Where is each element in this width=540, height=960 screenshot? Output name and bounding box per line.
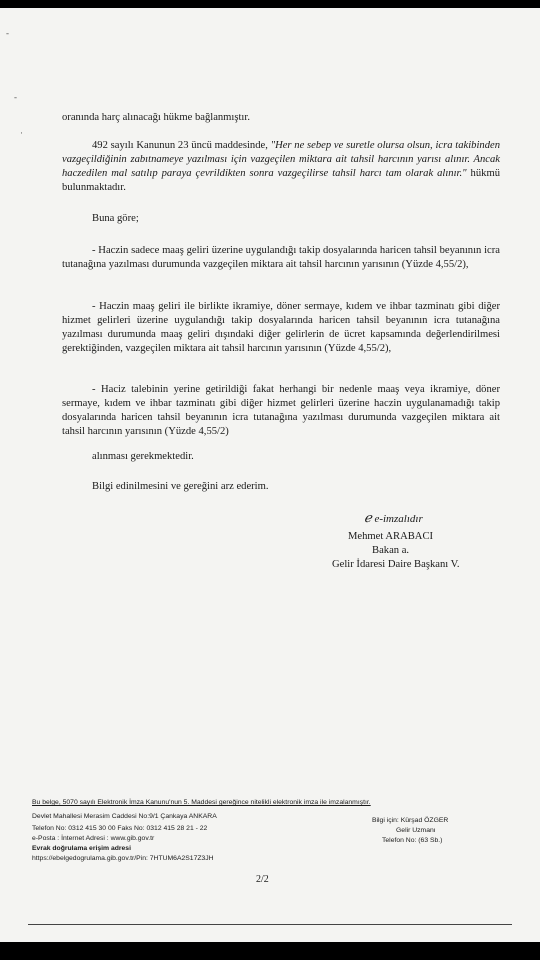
footer-web: e-Posta : İnternet Adresi : www.gib.gov.tr — [32, 835, 155, 842]
paragraph-2 — [62, 139, 500, 195]
footer-esign-notice: Bu belge, 5070 sayılı Elektronik İmza Kanunu'nun 5. Maddesi gereğince nitelikli elektronik imza ile imzalanmıştır. — [32, 799, 371, 806]
footer-contact-title: Gelir Uzmanı — [396, 827, 436, 834]
footer-address: Devlet Mahallesi Merasim Caddesi No:9/1 Çankaya ANKARA — [32, 813, 217, 820]
paragraph-1: oranında harç alınacağı hükme bağlanmıştır. — [62, 112, 250, 123]
bottom-rule — [28, 924, 512, 925]
footer-phone: Telefon No: 0312 415 30 00 Faks No: 0312 415 28 21 - 22 — [32, 825, 208, 832]
margin-mark: - — [14, 92, 17, 102]
paragraph-2-end: hükmü bulunmaktadır. — [62, 168, 500, 193]
document-page — [0, 8, 540, 942]
signer-title: Bakan a. — [372, 545, 410, 556]
paragraph-6: - Haciz talebinin yerine getirildiği fakat herhangi bir nedenle maaş veya ikramiye, döner sermaye, kıdem ve ihbar tazminatı gibi diğer hizmet gelirleri üzerine haczin uygulanamadığı takip dosyalarında haricen tahsil beyanının icra tutanağına yazılması durumunda vazgeçilen miktara ait tahsil harcının yarısının (Yüzde 4,55/2) — [62, 384, 500, 437]
paragraph-8: Bilgi edinilmesini ve gereğini arz ederim. — [92, 481, 269, 492]
paragraph-5: - Haczin maaş geliri ile birlikte ikramiye, döner sermaye, kıdem ve ihbar tazminatı gibi diğer hizmet gelirleri üzerine uygulandığı takip dosyalarında haricen tahsil beyanının icra tutanağına yazılması durumunda maaş geliri dışındaki diğer gelirlerin de ücret kapsamında değerlendirilmesi gerektiğinden, vazgeçilen miktara ait tahsil harcının yarısının (Yüzde 4,55/2), — [62, 301, 500, 354]
e-signature-label: e-imzalıdır — [374, 513, 423, 525]
footer-contact-name: Bilgi için: Kürşad ÖZGER — [372, 817, 449, 824]
paragraph-4: - Haczin sadece maaş geliri üzerine uygulandığı takip dosyalarında haricen tahsil beyanının icra tutanağına yazılması durumunda vazgeçilen miktara ait tahsil harcının yarısının (Yüzde 4,55/2), — [62, 245, 500, 270]
law-quote: "Her ne sebep ve suretle olursa olsun, icra takibinden vazgeçildiğinin zabıtnameye yazılması için vazgeçilen miktara ait tahsil harcının yarısı alınır. Ancak haczedilen mal satılıp paraya çevrildikten sonra vazgeçilirse tahsil harcı tam olarak alınır." — [62, 140, 500, 179]
margin-mark: - — [6, 28, 9, 38]
footer-verify-label: Evrak doğrulama erişim adresi — [32, 845, 131, 852]
e-signature — [364, 510, 423, 526]
signer-name: Mehmet ARABACI — [348, 531, 434, 542]
footer-verify-url: https://ebelgedogrulama.gib.gov.tr/Pin: 7HTUM6A2S17Z3JH — [32, 855, 214, 862]
footer-contact-phone: Telefon No: (63 Sb.) — [382, 837, 443, 844]
e-signature-glyph: ℯ — [364, 510, 372, 525]
paragraph-7: alınması gerekmektedir. — [92, 451, 194, 462]
margin-mark: · — [20, 128, 23, 138]
paragraph-2-intro: 492 sayılı Kanunun 23 üncü maddesinde, — [92, 140, 271, 151]
signer-office: Gelir İdaresi Daire Başkanı V. — [332, 559, 460, 570]
paragraph-3: Buna göre; — [92, 213, 139, 224]
page-number: 2/2 — [256, 874, 269, 885]
